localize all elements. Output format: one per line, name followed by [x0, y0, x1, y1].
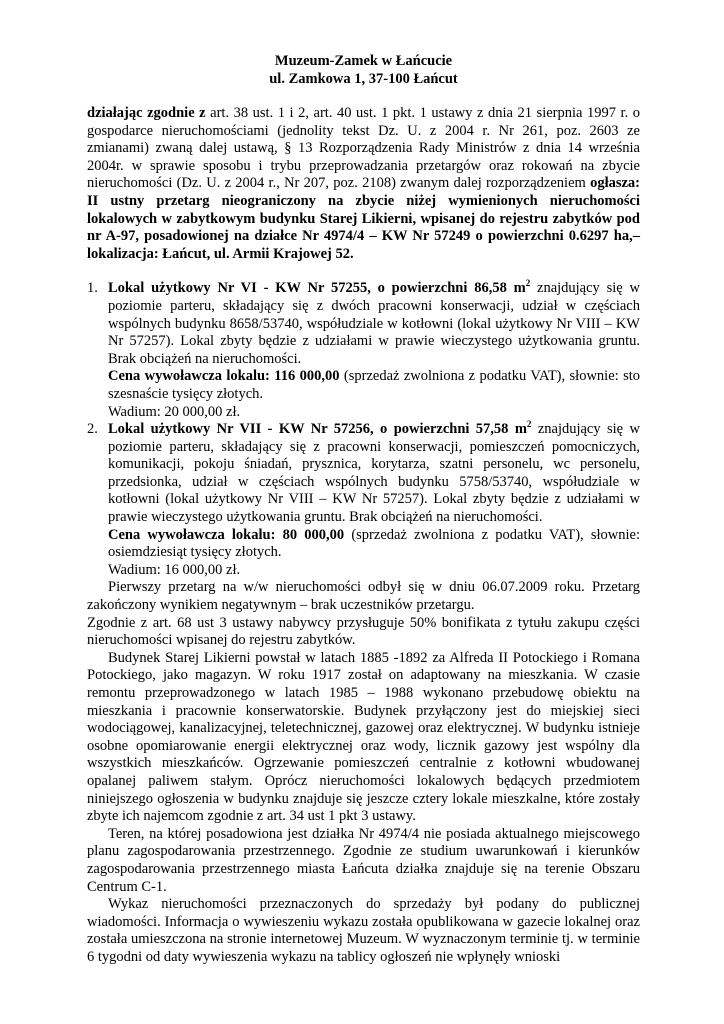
auction-announcement: ogłasza: II ustny przetarg nieograniczony na zbycie niżej wymienionych nieruchomości lokalowych w zabytkowym budynku Starej Likierni, wpisanej do rejestru zabytków pod nr A-97, posadowionej na działce Nr 4974/4 – KW Nr 57249 o powierzchni 0.6297 ha,– lokalizacja: Łańcut, ul. Armii Krajowej 52. [87, 175, 640, 262]
document-header [87, 52, 640, 88]
unit-item [87, 280, 640, 421]
document-page [87, 52, 640, 967]
unit-deposit: Wadium: 16 000,00 zł. [108, 561, 241, 578]
unit-details: znajdujący się w poziomie parteru, składający się z dwóch pracowni konserwacji, udział w częściach wspólnych budynku 8658/53740, współudziale w kotłowni (lokal użytkowy Nr VIII – KW Nr 57257). Lokal zbyty będzie z udziałami w prawie wieczystego użytkowania gruntu. Brak obciążeń na nieruchomości. [108, 280, 640, 367]
unit-description [108, 280, 640, 368]
unit-price-words: (sprzedaż zwolniona z podatku VAT), słownie: sto szesnaście tysięcy złotych. [108, 368, 640, 402]
institution-address: ul. Zamkowa 1, 37-100 Łańcut [269, 71, 458, 87]
unit-number: 1. [87, 280, 98, 297]
unit-price [108, 527, 640, 562]
unit-price-words: (sprzedaż zwolniona z podatku VAT), słownie: osiemdziesiąt tysięcy złotych. [108, 526, 640, 561]
listing-paragraph: Wykaz nieruchomości przeznaczonych do sprzedaży był podany do publicznej wiadomości. Informacja o wywieszeniu wykazu została opublikowana w gazecie lokalnej oraz została umieszczona na stronie internetowej Muzeum. W wyznaczonym terminie tj. w terminie 6 tygodni od daty wywieszenia wykazu na tablicy ogłoszeń nie wpłynęły wnioski [87, 896, 640, 965]
intro-lead: działając zgodnie z [87, 105, 206, 121]
unit-number: 2. [87, 421, 98, 438]
intro-paragraph [87, 105, 640, 263]
units-list [87, 280, 640, 579]
unit-price-value: Cena wywoławcza lokalu: 80 000,00 [108, 526, 345, 543]
intro-body: art. 38 ust. 1 i 2, art. 40 ust. 1 pkt. 1 ustawy z dnia 21 sierpnia 1997 r. o gospodarce nieruchomościami (jednolity tekst Dz. U. z 2004 r. Nr 261, poz. 2603 ze zmianami) zwaną dalej ustawą, § 13 Rozporządzenia Rady Ministrów z dnia 14 września 2004r. w sprawie sposobu i trybu przeprowadzania przetargów oraz rokowań na zbycie nieruchomości (Dz. U. z 2004 r., Nr 207, poz. 2108) zwanym dalej rozporządzeniem [87, 105, 640, 192]
bonus-paragraph: Zgodnie z art. 68 ust 3 ustawy nabywcy przysługuje 50% bonifikata z tytułu zakupu części nieruchomości wpisanej do rejestru zabytków. [87, 614, 640, 649]
unit-title: Lokal użytkowy Nr VII - KW Nr 57256, o powierzchni 57,58 m [108, 421, 527, 438]
building-paragraph: Budynek Starej Likierni powstał w latach 1885 -1892 za Alfreda II Potockiego i Romana Potockiego, jako magazyn. W roku 1917 został on adaptowany na mieszkania. W czasie remontu przeprowadzonego w latach 1985 – 1988 wykonano przebudowę obiektu na mieszkania i pracownie konserwatorskie. Budynek przyłączony jest do miejskiej sieci wodociągowej, kanalizacyjnej, teletechnicznej, gazowej oraz elektrycznej. W budynku istnieje osobne opomiarowanie energii elektrycznej oraz wody, licznik gazowy jest wspólny dla wszystkich mieszkańców. Ogrzewanie pomieszczeń centralnie z kotłowni wbudowanej opalanej paliwem stałym. Oprócz nieruchomości lokalowych będących przedmiotem niniejszego ogłoszenia w budynku znajduje się jeszcze cztery lokale mieszkalne, które zostały zbyte ich najemcom zgodnie z art. 34 ust 1 pkt 3 ustawy. [87, 649, 640, 825]
terrain-paragraph: Teren, na której posadowiona jest działka Nr 4974/4 nie posiada aktualnego miejscowego planu zagospodarowania przestrzennego. Zgodnie ze studium uwarunkowań i kierunków zagospodarowania przestrzennego miasta Łańcuta działka znajduje się na terenie Obszaru Centrum C-1. [87, 825, 640, 895]
unit-price [108, 368, 640, 403]
unit-title: Lokal użytkowy Nr VI - KW Nr 57255, o powierzchni 86,58 m [108, 280, 526, 297]
unit-details: znajdujący się w poziomie parteru, składający się z pracowni konserwacji, pomieszczeń pomocniczych, komunikacji, pokoju śniadań, prysznica, korytarza, szatni personelu, wc personelu, przedsionka, udział w częściach wspólnych budynku 5758/53740, współudziale w kotłowni (lokal użytkowy Nr VIII – KW Nr 57257). Lokal zbyty będzie z udziałami w prawie wieczystego użytkowania gruntu. Brak obciążeń na nieruchomości. [108, 421, 640, 526]
unit-deposit: Wadium: 20 000,00 zł. [108, 403, 241, 420]
unit-description [108, 421, 640, 527]
unit-price-value: Cena wywoławcza lokalu: 116 000,00 [108, 368, 340, 385]
unit-area-exponent: 2 [526, 419, 532, 430]
institution-name: Muzeum-Zamek w Łańcucie [274, 53, 453, 69]
first-auction-paragraph: Pierwszy przetarg na w/w nieruchomości odbył się w dniu 06.07.2009 roku. Przetarg zakończony wynikiem negatywnym – brak uczestników przetargu. [87, 579, 640, 614]
unit-area-exponent: 2 [525, 278, 531, 289]
unit-item [87, 421, 640, 579]
